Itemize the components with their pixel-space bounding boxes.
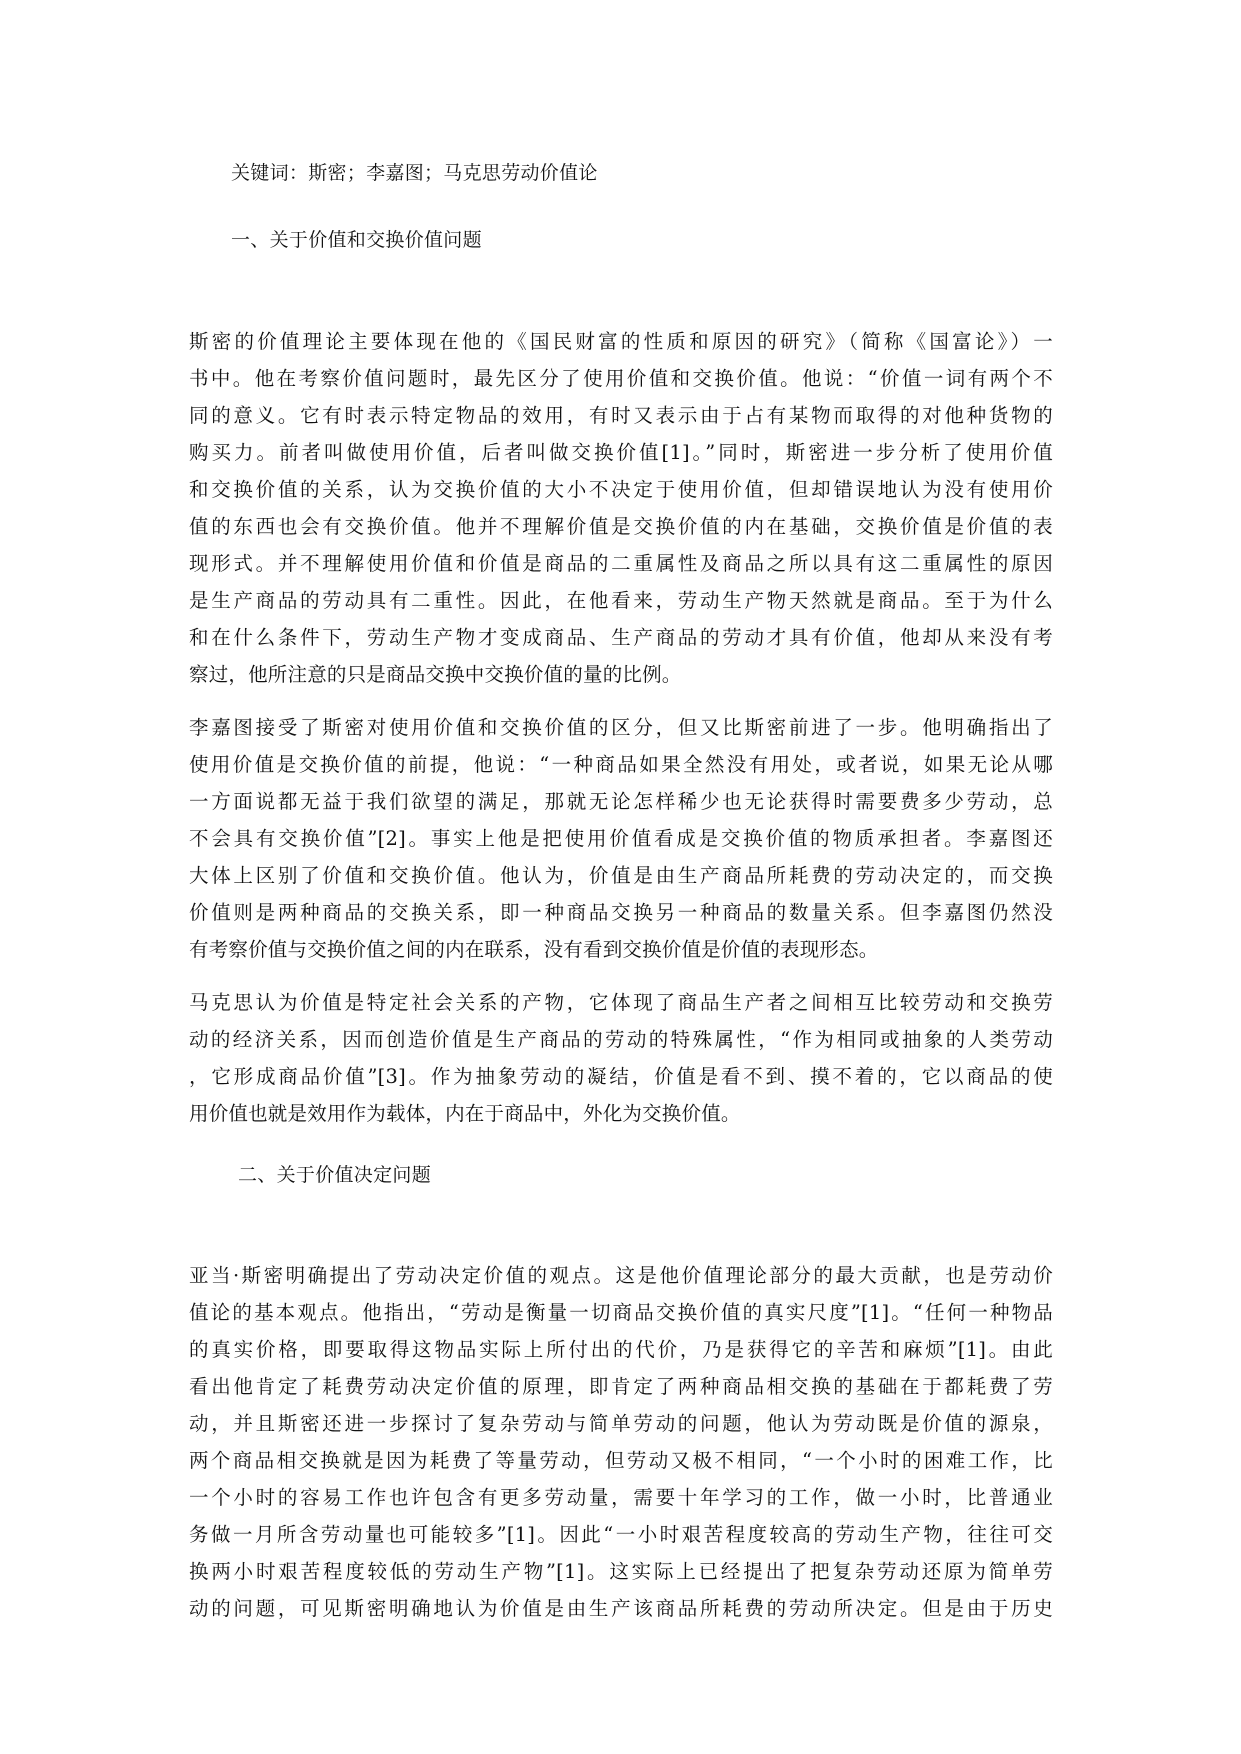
paragraph-line: 动，并且斯密还进一步探讨了复杂劳动与简单劳动的问题，他认为劳动既是价值的源泉， xyxy=(189,1412,1053,1435)
paragraph-line: 看出他肯定了耗费劳动决定价值的原理，即肯定了两种商品相交换的基础在于都耗费了劳 xyxy=(189,1375,1053,1398)
section-heading-value-determination: 二、关于价值决定问题 xyxy=(238,1164,432,1186)
paragraph-marx-value xyxy=(189,984,1053,1132)
paragraph-line: 使用价值是交换价值的前提，他说：“一种商品如果全然没有用处，或者说，如果无论从哪 xyxy=(189,753,1053,776)
paragraph-line: 和在什么条件下，劳动生产物才变成商品、生产商品的劳动才具有价值，他却从来没有考 xyxy=(189,626,1053,649)
paragraph-smith-labor xyxy=(189,1257,1053,1627)
paragraph-line: 察过，他所注意的只是商品交换中交换价值的量的比例。 xyxy=(189,663,682,686)
paragraph-smith-value xyxy=(189,323,1053,693)
paragraph-line: 值论的基本观点。他指出，“劳动是衡量一切商品交换价值的真实尺度”[1]。“任何一种物品 xyxy=(189,1301,1053,1324)
paragraph-line: 斯密的价值理论主要体现在他的《国民财富的性质和原因的研究》（简称《国富论》）一 xyxy=(189,330,1053,353)
paragraph-line: 李嘉图接受了斯密对使用价值和交换价值的区分，但又比斯密前进了一步。他明确指出了 xyxy=(189,716,1053,739)
paragraph-line: 务做一月所含劳动量也可能较多”[1]。因此“一小时艰苦程度较高的劳动生产物，往往可交 xyxy=(189,1523,1053,1546)
paragraph-line: 马克思认为价值是特定社会关系的产物，它体现了商品生产者之间相互比较劳动和交换劳 xyxy=(189,991,1053,1014)
paragraph-line: 不会具有交换价值”[2]。事实上他是把使用价值看成是交换价值的物质承担者。李嘉图还 xyxy=(189,827,1053,850)
paragraph-line: 值的东西也会有交换价值。他并不理解价值是交换价值的内在基础，交换价值是价值的表 xyxy=(189,515,1053,538)
paragraph-line: 亚当·斯密明确提出了劳动决定价值的观点。这是他价值理论部分的最大贡献，也是劳动价 xyxy=(189,1264,1053,1287)
paragraph-line: ，它形成商品价值”[3]。作为抽象劳动的凝结，价值是看不到、摸不着的，它以商品的使 xyxy=(189,1065,1053,1088)
paragraph-line: 书中。他在考察价值问题时，最先区分了使用价值和交换价值。他说：“价值一词有两个不 xyxy=(189,367,1053,390)
paragraph-line: 是生产商品的劳动具有二重性。因此，在他看来，劳动生产物天然就是商品。至于为什么 xyxy=(189,589,1053,612)
paragraph-line: 一方面说都无益于我们欲望的满足，那就无论怎样稀少也无论获得时需要费多少劳动，总 xyxy=(189,790,1053,813)
paragraph-line: 有考察价值与交换价值之间的内在联系，没有看到交换价值是价值的表现形态。 xyxy=(189,938,879,961)
paragraph-line: 大体上区别了价值和交换价值。他认为，价值是由生产商品所耗费的劳动决定的，而交换 xyxy=(189,864,1053,887)
paragraph-line: 一个小时的容易工作也许包含有更多劳动量，需要十年学习的工作，做一小时，比普通业 xyxy=(189,1486,1053,1509)
paragraph-line: 同的意义。它有时表示特定物品的效用，有时又表示由于占有某物而取得的对他种货物的 xyxy=(189,404,1053,427)
paragraph-line: 换两小时艰苦程度较低的劳动生产物”[1]。这实际上已经提出了把复杂劳动还原为简单劳 xyxy=(189,1560,1053,1583)
paragraph-line: 两个商品相交换就是因为耗费了等量劳动，但劳动又极不相同，“一个小时的困难工作，比 xyxy=(189,1449,1053,1472)
paragraph-line: 用价值也就是效用作为载体，内在于商品中，外化为交换价值。 xyxy=(189,1102,741,1125)
paragraph-ricardo-value xyxy=(189,709,1053,968)
paragraph-line: 动的问题，可见斯密明确地认为价值是由生产该商品所耗费的劳动所决定。但是由于历史 xyxy=(189,1597,1053,1620)
section-heading-value-exchange: 一、关于价值和交换价值问题 xyxy=(231,229,482,251)
paragraph-line: 现形式。并不理解使用价值和价值是商品的二重属性及商品之所以具有这二重属性的原因 xyxy=(189,552,1053,575)
keywords-line: 关键词：斯密；李嘉图；马克思劳动价值论 xyxy=(231,162,598,184)
paragraph-line: 购买力。前者叫做使用价值，后者叫做交换价值[1]。”同时，斯密进一步分析了使用价值 xyxy=(189,441,1053,464)
paragraph-line: 价值则是两种商品的交换关系，即一种商品交换另一种商品的数量关系。但李嘉图仍然没 xyxy=(189,901,1053,924)
paragraph-line: 的真实价格，即要取得这物品实际上所付出的代价，乃是获得它的辛苦和麻烦”[1]。由此 xyxy=(189,1338,1053,1361)
paragraph-line: 动的经济关系，因而创造价值是生产商品的劳动的特殊属性，“作为相同或抽象的人类劳动 xyxy=(189,1028,1053,1051)
paragraph-line: 和交换价值的关系，认为交换价值的大小不决定于使用价值，但却错误地认为没有使用价 xyxy=(189,478,1053,501)
